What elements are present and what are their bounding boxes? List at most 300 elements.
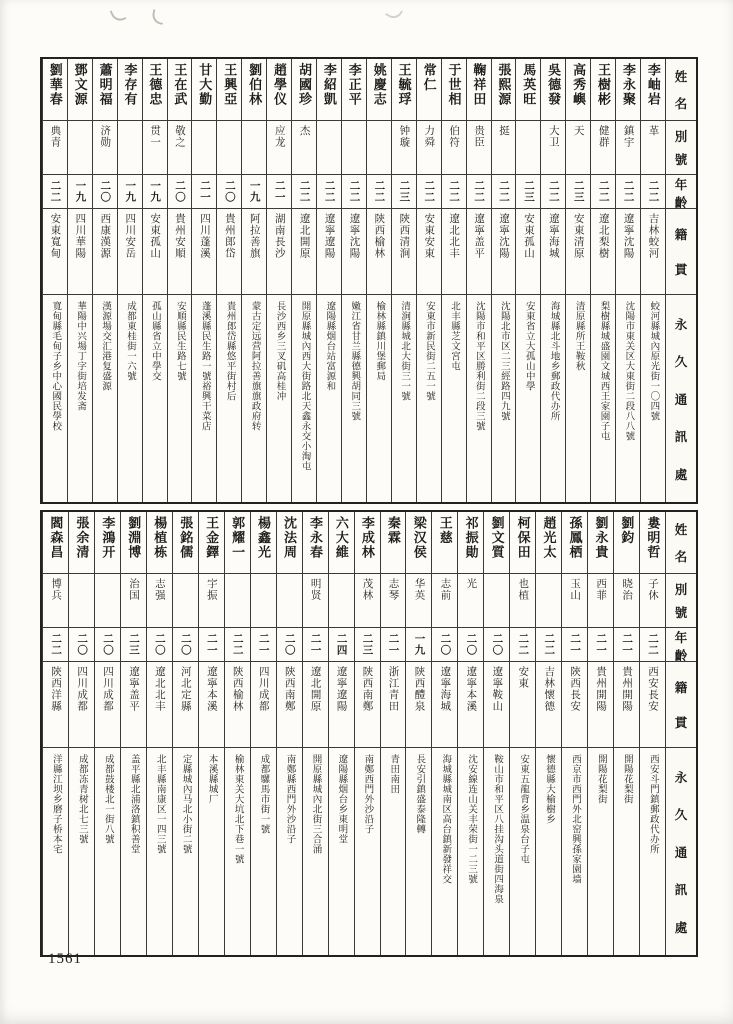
person-column: [302, 512, 328, 955]
native-cell: [367, 209, 391, 295]
age-cell: [173, 628, 198, 662]
name-cell: [616, 59, 640, 121]
address-cell: [329, 748, 354, 955]
name-cell: [342, 59, 366, 121]
name-text: 郭耀一: [230, 516, 246, 560]
header-char: 年: [674, 631, 688, 645]
native-text: 阿拉善旗: [248, 213, 260, 259]
name-cell: [69, 512, 94, 574]
age-text: 二一: [205, 633, 217, 656]
age-text: 二〇: [223, 180, 235, 203]
age-text: 二〇: [76, 633, 88, 656]
native-text: 貴州開陽: [595, 666, 607, 712]
header-char: 號: [674, 606, 688, 621]
address-cell: [516, 295, 540, 502]
person-column: [491, 59, 516, 502]
name-cell: [147, 512, 172, 574]
address-cell: [467, 295, 491, 502]
alias-cell: [640, 574, 665, 628]
native-text: 四川成都: [102, 666, 114, 712]
alias-cell: [588, 574, 613, 628]
name-cell: [242, 59, 266, 121]
address-text: 成都鼓楼北一街八號: [102, 754, 113, 844]
address-text: 開原縣城內西大街路北天鑫永交小淘屯: [299, 301, 310, 471]
native-text: 陝西長安: [569, 666, 581, 712]
age-cell: [93, 175, 117, 209]
person-column: [366, 59, 391, 502]
name-text: 李永聚: [620, 63, 636, 107]
address-text: 沈陽市和平区勝利街二段三號: [473, 301, 484, 431]
native-text: 安東孤山: [149, 213, 161, 259]
age-cell: [121, 628, 146, 662]
native-cell: [541, 209, 565, 295]
native-cell: [317, 209, 341, 295]
name-cell: [566, 59, 590, 121]
alias-text: 志强: [153, 578, 165, 601]
person-column: [639, 512, 665, 955]
address-text: 寬甸縣毛甸子乡中心國民學校: [50, 301, 61, 431]
person-column: [250, 512, 276, 955]
age-text: 二一: [621, 633, 633, 656]
address-text: 蒙古定远营阿拉善旗旗政府转: [249, 301, 260, 431]
alias-cell: [467, 121, 491, 175]
name-cell: [95, 512, 120, 574]
name-text: 祁振勛: [463, 516, 479, 560]
age-text: 一九: [413, 633, 425, 656]
native-cell: [267, 209, 291, 295]
age-text: 二〇: [439, 633, 451, 656]
age-text: 二二: [373, 180, 385, 203]
address-text: 遼陽縣烟台站富源和: [324, 301, 335, 391]
name-cell: [640, 512, 665, 574]
age-cell: [588, 628, 613, 662]
address-text: 定縣城內马北小街二號: [180, 754, 191, 854]
name-text: 張余清: [74, 516, 90, 560]
age-text: 二二: [49, 180, 61, 203]
header-char: 永: [674, 317, 688, 332]
age-text: 二三: [127, 633, 139, 656]
age-text: 二二: [298, 180, 310, 203]
address-cell: [199, 748, 224, 955]
age-cell: [467, 175, 491, 209]
address-cell: [292, 295, 316, 502]
native-text: 陝西洋縣: [50, 666, 62, 712]
name-cell: [442, 59, 466, 121]
person-column: [142, 59, 167, 502]
header-char: 永: [674, 770, 688, 785]
address-cell: [536, 748, 561, 955]
header-column: [665, 59, 696, 502]
address-cell: [95, 748, 120, 955]
person-column: [483, 512, 509, 955]
name-text: 蕭明福: [97, 63, 113, 107]
alias-text: 博兵: [50, 578, 62, 601]
native-text: 遼寧本溪: [465, 666, 477, 712]
name-text: 柯保田: [515, 516, 531, 560]
name-text: 李成林: [359, 516, 375, 560]
person-column: [67, 59, 92, 502]
address-cell: [367, 295, 391, 502]
native-cell: [192, 209, 216, 295]
native-cell: [277, 662, 302, 748]
age-text: 二二: [448, 180, 460, 203]
alias-cell: [406, 574, 431, 628]
native-text: 安東安東: [423, 213, 435, 259]
person-column: [613, 512, 639, 955]
name-cell: [199, 512, 224, 574]
native-text: 四川成都: [76, 666, 88, 712]
age-cell: [381, 628, 406, 662]
address-text: 沈安線连山关丰荣街一二三號: [466, 754, 477, 884]
alias-cell: [43, 574, 68, 628]
name-cell: [303, 512, 328, 574]
native-cell: [173, 662, 198, 748]
age-text: 二四: [335, 633, 347, 656]
native-text: 貴州郎岱: [223, 213, 235, 259]
name-text: 楊鑫光: [256, 516, 272, 560]
name-text: 趙光太: [541, 516, 557, 560]
address-text: 清原縣所王鞍秋: [573, 301, 584, 371]
native-text: 遼寧遼陽: [335, 666, 347, 712]
age-text: 二二: [231, 633, 243, 656]
alias-cell: [69, 574, 94, 628]
address-text: 西安斗門鎮郵政代办所: [647, 754, 658, 854]
age-text: 二〇: [102, 633, 114, 656]
age-cell: [406, 628, 431, 662]
address-text: 開陽花梨街: [621, 754, 632, 804]
address-cell: [303, 748, 328, 955]
name-cell: [173, 512, 198, 574]
native-text: 四川蓬溪: [198, 213, 210, 259]
address-cell: [381, 748, 406, 955]
age-cell: [292, 175, 316, 209]
person-column: [92, 59, 117, 502]
name-cell: [168, 59, 192, 121]
alias-cell: [143, 121, 167, 175]
address-cell: [588, 748, 613, 955]
header-age: [666, 175, 696, 209]
age-cell: [510, 628, 535, 662]
person-column: [391, 59, 416, 502]
header-char: 齡: [674, 196, 688, 209]
person-column: [42, 59, 67, 502]
alias-text: 天: [572, 125, 584, 137]
alias-text: 鎮宇: [622, 125, 634, 148]
address-text: 鞍山市和平区八挂沟头道街四海泉: [492, 754, 503, 904]
header-address: [666, 295, 696, 502]
age-cell: [317, 175, 341, 209]
alias-text: 伯符: [448, 125, 460, 148]
native-cell: [292, 209, 316, 295]
name-cell: [317, 59, 341, 121]
address-cell: [562, 748, 587, 955]
person-column: [328, 512, 354, 955]
name-cell: [536, 512, 561, 574]
name-text: 婁明哲: [645, 516, 661, 560]
address-cell: [43, 748, 68, 955]
native-cell: [147, 662, 172, 748]
address-cell: [432, 748, 457, 955]
alias-cell: [367, 121, 391, 175]
age-text: 二〇: [283, 633, 295, 656]
name-text: 王德忠: [147, 63, 163, 107]
native-text: 浙江青田: [387, 666, 399, 712]
header-char: 貫: [674, 262, 688, 277]
alias-cell: [199, 574, 224, 628]
age-cell: [432, 628, 457, 662]
address-cell: [541, 295, 565, 502]
native-cell: [641, 209, 665, 295]
alias-cell: [121, 574, 146, 628]
header-name: [666, 512, 696, 574]
age-cell: [43, 628, 68, 662]
alias-cell: [95, 574, 120, 628]
alias-text: 应龙: [273, 125, 285, 148]
name-text: 劉淵博: [126, 516, 142, 560]
alias-text: 杰: [298, 125, 310, 137]
age-text: 二一: [198, 180, 210, 203]
alias-cell: [614, 574, 639, 628]
native-text: 河北定縣: [179, 666, 191, 712]
alias-text: 志前: [439, 578, 451, 601]
name-cell: [591, 59, 615, 121]
name-text: 楊植栋: [152, 516, 168, 560]
person-column: [535, 512, 561, 955]
alias-cell: [242, 121, 266, 175]
header-alias: [666, 121, 696, 175]
name-text: 劉鈞: [619, 516, 635, 545]
header-char: 年: [674, 178, 688, 192]
address-text: 孤山縣省立中學交: [149, 301, 160, 381]
address-cell: [93, 295, 117, 502]
header-address: [666, 748, 696, 955]
header-char: 姓: [674, 70, 688, 85]
person-column: [42, 512, 68, 955]
handwritten-mark: [151, 9, 165, 25]
name-text: 梁汉侯: [411, 516, 427, 560]
age-cell: [536, 628, 561, 662]
native-text: 安東孤山: [522, 213, 534, 259]
age-text: 二三: [398, 180, 410, 203]
name-text: 劉永貴: [593, 516, 609, 560]
header-char: 訊: [674, 430, 688, 444]
age-text: 一九: [248, 180, 260, 203]
address-cell: [43, 295, 67, 502]
roster-table-top: [40, 57, 698, 504]
address-text: 清涧縣城北大街三一號: [399, 301, 410, 401]
age-cell: [199, 628, 224, 662]
native-text: 四川華陽: [74, 213, 86, 259]
age-text: 二二: [423, 180, 435, 203]
native-text: 遼寧遼陽: [323, 213, 335, 259]
native-text: 遼北北丰: [153, 666, 165, 712]
name-text: 姚慶志: [371, 63, 387, 107]
header-char: 訊: [674, 883, 688, 897]
alias-cell: [317, 121, 341, 175]
alias-cell: [68, 121, 92, 175]
native-text: 陝西榆林: [231, 666, 243, 712]
alias-cell: [118, 121, 142, 175]
name-cell: [641, 59, 665, 121]
address-cell: [118, 295, 142, 502]
address-cell: [277, 748, 302, 955]
person-column: [587, 512, 613, 955]
alias-cell: [458, 574, 483, 628]
native-cell: [458, 662, 483, 748]
header-alias: [666, 574, 696, 628]
alias-cell: [43, 121, 67, 175]
address-text: 梨樹縣城盛園文城西王家園子屯: [598, 301, 609, 441]
native-cell: [432, 662, 457, 748]
native-text: 安東: [517, 666, 529, 689]
header-char: 通: [674, 392, 688, 407]
native-cell: [536, 662, 561, 748]
address-cell: [458, 748, 483, 955]
address-cell: [510, 748, 535, 955]
address-text: 漢源場交汇港复盛源: [100, 301, 111, 391]
age-cell: [43, 175, 67, 209]
age-cell: [541, 175, 565, 209]
address-text: 安東省立大孤山中學: [523, 301, 534, 391]
address-text: 華陽中兴場丁字街培发斋: [75, 301, 86, 411]
address-text: 懷德縣大榆樹乡: [544, 754, 555, 824]
person-column: [276, 512, 302, 955]
person-column: [565, 59, 590, 502]
name-text: 王毓琈: [396, 63, 412, 107]
header-char: 齡: [674, 649, 688, 662]
alias-cell: [392, 121, 416, 175]
address-text: 遼陽縣烟台乡東明堂: [336, 754, 347, 844]
alias-text: 贯一: [149, 125, 161, 148]
name-cell: [225, 512, 250, 574]
age-cell: [68, 175, 92, 209]
native-cell: [199, 662, 224, 748]
age-text: 一九: [74, 180, 86, 203]
person-column: [405, 512, 431, 955]
age-text: 二一: [309, 633, 321, 656]
alias-text: 子休: [647, 578, 659, 601]
name-cell: [367, 59, 391, 121]
name-text: 王興亞: [222, 63, 238, 107]
native-text: 陝西清涧: [398, 213, 410, 259]
person-column: [216, 59, 241, 502]
header-char: 別: [674, 129, 688, 144]
address-text: 海城縣北斗地乡郵政代办所: [548, 301, 559, 421]
person-column: [416, 59, 441, 502]
alias-text: 治国: [127, 578, 139, 601]
age-cell: [143, 175, 167, 209]
address-text: 開原縣城內北街三合涌: [310, 754, 321, 854]
alias-text: 光: [465, 578, 477, 590]
person-column: [640, 59, 665, 502]
age-cell: [616, 175, 640, 209]
native-cell: [95, 662, 120, 748]
age-cell: [417, 175, 441, 209]
name-text: 鄧文源: [72, 63, 88, 107]
age-text: 二二: [348, 180, 360, 203]
alias-cell: [417, 121, 441, 175]
age-text: 二〇: [153, 633, 165, 656]
age-cell: [614, 628, 639, 662]
native-cell: [69, 662, 94, 748]
native-text: 遼寧海城: [547, 213, 559, 259]
name-cell: [562, 512, 587, 574]
address-text: 盖平縣北浦洛鎮积善堂: [128, 754, 139, 854]
address-text: 安順縣民生路七號: [174, 301, 185, 381]
address-cell: [225, 748, 250, 955]
native-text: 遼寧盖平: [127, 666, 139, 712]
name-text: 于世相: [446, 63, 462, 107]
alias-text: 志琴: [387, 578, 399, 601]
address-text: 嫩江省甘兰縣德興胡同三號: [349, 301, 360, 421]
native-cell: [68, 209, 92, 295]
person-column: [316, 59, 341, 502]
address-cell: [417, 295, 441, 502]
alias-text: 钟璇: [398, 125, 410, 148]
address-cell: [342, 295, 366, 502]
address-cell: [217, 295, 241, 502]
alias-cell: [342, 121, 366, 175]
alias-cell: [541, 121, 565, 175]
native-cell: [121, 662, 146, 748]
age-text: 二一: [569, 633, 581, 656]
person-column: [291, 59, 316, 502]
native-text: 安東寬甸: [49, 213, 61, 259]
name-cell: [381, 512, 406, 574]
alias-cell: [267, 121, 291, 175]
native-text: 遼寧鞍山: [491, 666, 503, 712]
age-text: 二一: [595, 633, 607, 656]
age-cell: [484, 628, 509, 662]
address-cell: [442, 295, 466, 502]
age-cell: [303, 628, 328, 662]
person-column: [266, 59, 291, 502]
alias-text: 贵臣: [473, 125, 485, 148]
age-text: 二二: [498, 180, 510, 203]
name-text: 秦霖: [385, 516, 401, 545]
native-cell: [118, 209, 142, 295]
name-cell: [614, 512, 639, 574]
name-text: 胡國珍: [296, 63, 312, 107]
address-text: 西京市西門外北窑興孫家園墙: [569, 754, 580, 884]
name-text: 王慈: [437, 516, 453, 545]
name-text: 李存有: [122, 63, 138, 107]
native-cell: [43, 209, 67, 295]
name-cell: [68, 59, 92, 121]
address-cell: [69, 748, 94, 955]
native-cell: [242, 209, 266, 295]
name-text: 常仁: [421, 63, 437, 92]
person-column: [341, 59, 366, 502]
alias-cell: [616, 121, 640, 175]
alias-cell: [329, 574, 354, 628]
alias-text: 革: [647, 125, 659, 137]
native-text: 遼寧沈陽: [498, 213, 510, 259]
alias-cell: [192, 121, 216, 175]
address-text: 安東市新民街二五一號: [424, 301, 435, 401]
header-char: 貫: [674, 715, 688, 730]
name-text: 閻森昌: [48, 516, 64, 560]
age-text: 二三: [572, 180, 584, 203]
age-cell: [641, 175, 665, 209]
address-text: 蛟河縣城內原光街一〇四號: [648, 301, 659, 421]
header-char: 通: [674, 845, 688, 860]
native-cell: [566, 209, 590, 295]
address-cell: [267, 295, 291, 502]
name-text: 馬英旺: [521, 63, 537, 107]
age-text: 二一: [273, 180, 285, 203]
header-char: 久: [674, 355, 688, 369]
